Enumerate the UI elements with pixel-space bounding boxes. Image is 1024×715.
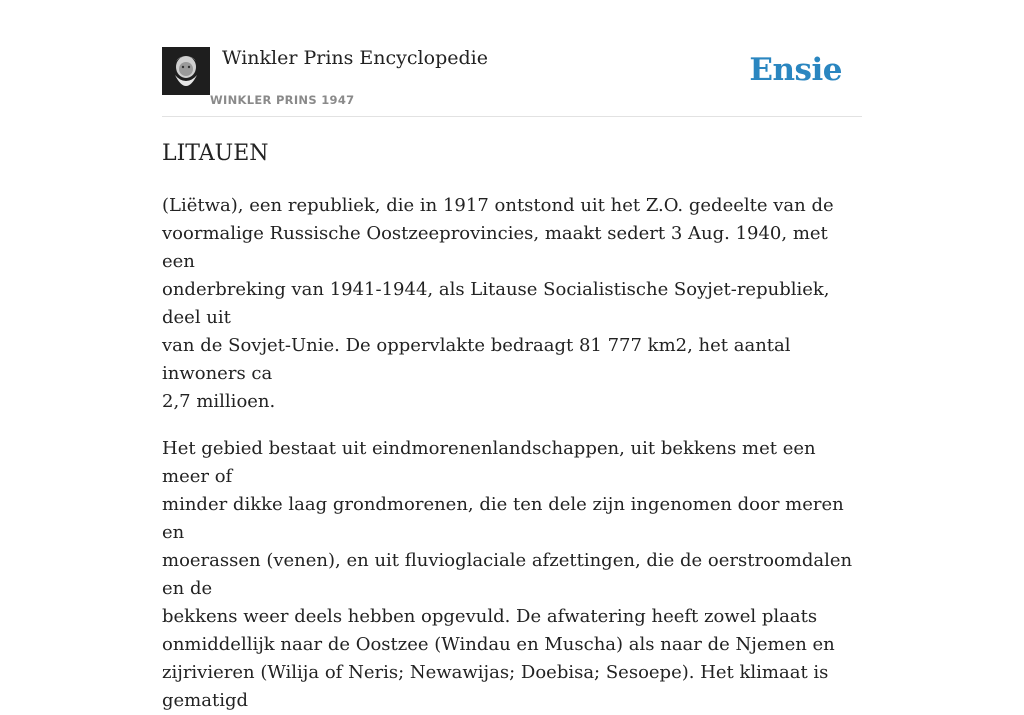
edition-label[interactable]: WINKLER PRINS 1947 — [210, 93, 355, 107]
brand-logo[interactable]: Ensie — [749, 52, 842, 88]
site-header — [162, 40, 862, 117]
article-paragraph: Het gebied bestaat uit eindmorenenlandschappen, uit bekkens met een meer of minder dikke laag grondmorenen, die ten dele zijn ingenomen door meren en moerassen (venen), en uit fluvioglaciale afzettingen, die de oerstroomdalen en de bekkens weer deels hebben opgevuld. De afwatering heeft zowel plaats onmiddellijk naar de Oostzee (Windau en Muscha) als naar de Njemen en zijrivieren (Wilija of Neris; Newawijas; Doebisa; Sesoepe). Het klimaat is gematigd — [162, 438, 853, 711]
article — [162, 138, 862, 715]
article-paragraph: (Liëtwa), een republiek, die in 1917 ontstond uit het Z.O. gedeelte van de voormalige Russische Oostzeeprovincies, maakt sedert 3 Aug. 1940, met een onderbreking van 1941-1944, als Litause Socialistische Soyjet-republiek, deel uit van de Sovjet-Unie. De oppervlakte bedraagt 81 777 km2, het aantal inwoners ca 2,7 millioen. — [162, 195, 834, 412]
site-title[interactable]: Winkler Prins Encyclopedie — [222, 47, 488, 69]
portrait-image — [162, 47, 210, 95]
article-title: LITAUEN — [162, 141, 269, 166]
author-avatar[interactable] — [162, 47, 210, 95]
